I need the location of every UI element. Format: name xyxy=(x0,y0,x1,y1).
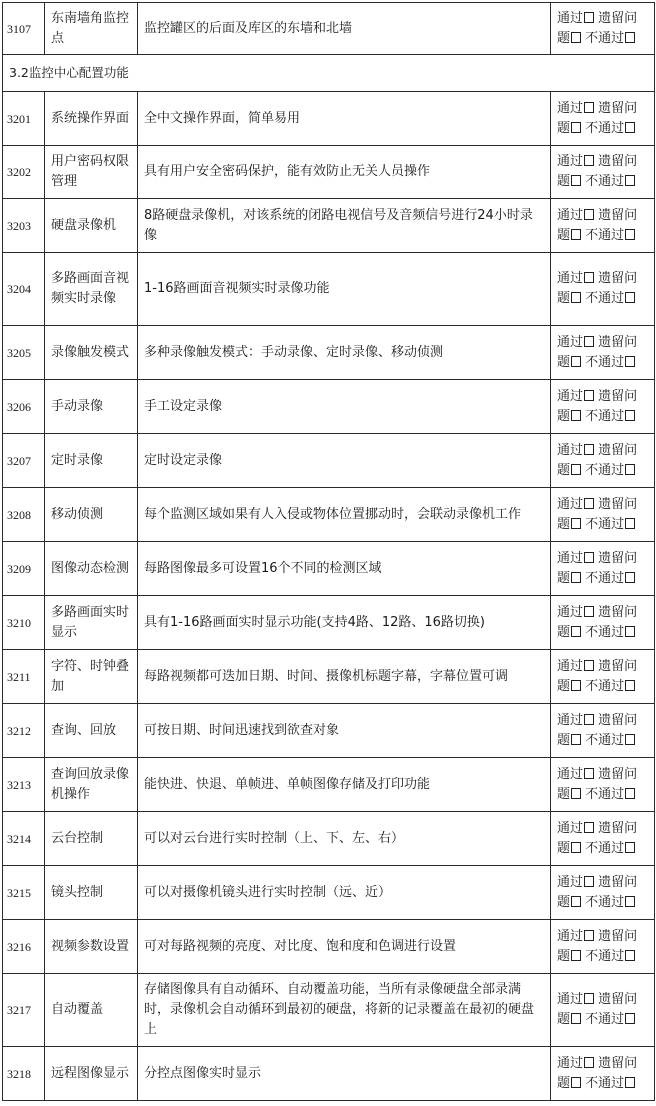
pass-checkbox[interactable] xyxy=(584,444,594,455)
row-name: 手动录像 xyxy=(45,380,138,434)
row-id: 3208 xyxy=(3,488,45,542)
pass-checkbox[interactable] xyxy=(584,155,594,166)
result-fail-label: 不通过 xyxy=(585,354,625,370)
pending-checkbox[interactable] xyxy=(571,734,581,745)
pending-checkbox[interactable] xyxy=(571,464,581,475)
row-description: 存储图像具有自动循环、自动覆盖功能，当所有录像硬盘全部录满时，录像机会自动循环到最初的硬盘，将新的记录覆盖在最初的硬盘上 xyxy=(138,974,551,1047)
row-result xyxy=(551,3,655,55)
row-description: 可以对云台进行实时控制（上、下、左、右） xyxy=(138,812,551,866)
row-id: 3209 xyxy=(3,542,45,596)
spec-table xyxy=(2,2,655,1101)
pass-checkbox[interactable] xyxy=(584,552,594,563)
row-name: 自动覆盖 xyxy=(45,974,138,1047)
result-fail-label: 不通过 xyxy=(585,1075,625,1091)
row-name: 多路画面实时显示 xyxy=(45,596,138,650)
result-pending-label: 遗留问题 xyxy=(557,100,638,136)
pending-checkbox[interactable] xyxy=(571,356,581,367)
result-fail-label: 不通过 xyxy=(585,732,625,748)
result-pending-label: 遗留问题 xyxy=(557,928,638,964)
spec-table-container xyxy=(2,2,655,1101)
row-description: 监控罐区的后面及库区的东墙和北墙 xyxy=(138,3,551,55)
result-fail-label: 不通过 xyxy=(585,948,625,964)
table-row xyxy=(3,380,655,434)
result-pending-label: 遗留问题 xyxy=(557,820,638,856)
row-id: 3207 xyxy=(3,434,45,488)
table-row xyxy=(3,866,655,920)
pass-checkbox[interactable] xyxy=(584,390,594,401)
row-description: 8路硬盘录像机，对该系统的闭路电视信号及音频信号进行24小时录像 xyxy=(138,199,551,253)
row-description: 可以对摄像机镜头进行实时控制（远、近） xyxy=(138,866,551,920)
pending-checkbox[interactable] xyxy=(571,32,581,43)
pending-checkbox[interactable] xyxy=(571,950,581,961)
table-row xyxy=(3,3,655,55)
row-id: 3217 xyxy=(3,974,45,1047)
table-row xyxy=(3,812,655,866)
result-pending-label: 遗留问题 xyxy=(557,207,638,243)
pass-checkbox[interactable] xyxy=(584,498,594,509)
row-description: 具有用户安全密码保护，能有效防止无关人员操作 xyxy=(138,146,551,199)
pending-checkbox[interactable] xyxy=(571,410,581,421)
row-description: 具有1-16路画面实时显示功能(支持4路、12路、16路切换) xyxy=(138,596,551,650)
row-id: 3202 xyxy=(3,146,45,199)
row-name: 定时录像 xyxy=(45,434,138,488)
pending-checkbox[interactable] xyxy=(571,518,581,529)
result-pass-label: 通过 xyxy=(557,992,584,1007)
fail-checkbox[interactable] xyxy=(625,896,635,907)
table-row xyxy=(3,704,655,758)
result-fail-label: 不通过 xyxy=(585,624,625,640)
section-row xyxy=(3,55,655,92)
pending-checkbox[interactable] xyxy=(571,680,581,691)
result-fail-label: 不通过 xyxy=(585,120,625,136)
result-pass-label: 通过 xyxy=(557,207,584,223)
result-pending-label: 遗留问题 xyxy=(557,154,638,189)
row-result xyxy=(551,974,655,1047)
fail-checkbox[interactable] xyxy=(625,1013,635,1024)
result-pass-label: 通过 xyxy=(557,271,584,286)
fail-checkbox[interactable] xyxy=(625,572,635,583)
row-name: 云台控制 xyxy=(45,812,138,866)
fail-checkbox[interactable] xyxy=(625,626,635,637)
row-name: 视频参数设置 xyxy=(45,920,138,974)
fail-checkbox[interactable] xyxy=(625,680,635,691)
table-row xyxy=(3,92,655,146)
row-name: 查询回放录像机操作 xyxy=(45,758,138,812)
row-result xyxy=(551,253,655,326)
fail-checkbox[interactable] xyxy=(625,229,635,240)
result-pass-label: 通过 xyxy=(557,1055,584,1071)
row-description: 分控点图像实时显示 xyxy=(138,1047,551,1101)
row-result xyxy=(551,920,655,974)
row-id: 3205 xyxy=(3,326,45,380)
result-pending-label: 遗留问题 xyxy=(557,766,638,802)
table-row xyxy=(3,1047,655,1101)
row-id: 3212 xyxy=(3,704,45,758)
row-name: 图像动态检测 xyxy=(45,542,138,596)
pending-checkbox[interactable] xyxy=(571,1013,581,1024)
row-result xyxy=(551,199,655,253)
pending-checkbox[interactable] xyxy=(571,626,581,637)
result-pending-label: 遗留问题 xyxy=(557,550,638,586)
result-pass-label: 通过 xyxy=(557,496,584,512)
pending-checkbox[interactable] xyxy=(571,572,581,583)
row-description: 全中文操作界面，简单易用 xyxy=(138,92,551,146)
result-fail-label: 不通过 xyxy=(585,516,625,532)
result-fail-label: 不通过 xyxy=(585,894,625,910)
row-result xyxy=(551,488,655,542)
table-row xyxy=(3,253,655,326)
table-row xyxy=(3,542,655,596)
result-pending-label: 遗留问题 xyxy=(557,442,638,478)
row-name: 录像触发模式 xyxy=(45,326,138,380)
row-description: 可按日期、时间迅速找到欲查对象 xyxy=(138,704,551,758)
result-pending-label: 遗留问题 xyxy=(557,712,638,748)
result-pass-label: 通过 xyxy=(557,820,584,836)
result-pass-label: 通过 xyxy=(557,766,584,782)
result-fail-label: 不通过 xyxy=(585,840,625,856)
row-id: 3201 xyxy=(3,92,45,146)
row-name: 远程图像显示 xyxy=(45,1047,138,1101)
row-result xyxy=(551,650,655,704)
fail-checkbox[interactable] xyxy=(625,410,635,421)
result-pass-label: 通过 xyxy=(557,550,584,566)
table-row xyxy=(3,974,655,1047)
result-pending-label: 遗留问题 xyxy=(557,992,638,1027)
row-result xyxy=(551,812,655,866)
result-pending-label: 遗留问题 xyxy=(557,271,638,306)
pass-checkbox[interactable] xyxy=(584,12,594,23)
table-row xyxy=(3,488,655,542)
pending-checkbox[interactable] xyxy=(571,788,581,799)
row-name: 东南墙角监控点 xyxy=(45,3,138,55)
table-row xyxy=(3,434,655,488)
row-result xyxy=(551,542,655,596)
fail-checkbox[interactable] xyxy=(625,1077,635,1088)
row-name: 移动侦测 xyxy=(45,488,138,542)
row-name: 硬盘录像机 xyxy=(45,199,138,253)
table-row xyxy=(3,199,655,253)
row-id: 3218 xyxy=(3,1047,45,1101)
result-pass-label: 通过 xyxy=(557,442,584,458)
result-pass-label: 通过 xyxy=(557,334,584,350)
result-fail-label: 不通过 xyxy=(585,291,625,306)
result-pass-label: 通过 xyxy=(557,100,584,116)
row-id: 3211 xyxy=(3,650,45,704)
row-description: 多种录像触发模式：手动录像、定时录像、移动侦测 xyxy=(138,326,551,380)
row-id: 3204 xyxy=(3,253,45,326)
row-description: 每路视频都可迭加日期、时间、摄像机标题字幕，字幕位置可调 xyxy=(138,650,551,704)
result-pending-label: 遗留问题 xyxy=(557,496,638,532)
row-id: 3214 xyxy=(3,812,45,866)
result-pending-label: 遗留问题 xyxy=(557,604,638,640)
result-pending-label: 遗留问题 xyxy=(557,388,638,424)
result-fail-label: 不通过 xyxy=(585,174,625,189)
row-id: 3213 xyxy=(3,758,45,812)
result-pass-label: 通过 xyxy=(557,712,584,728)
fail-checkbox[interactable] xyxy=(625,788,635,799)
pass-checkbox[interactable] xyxy=(584,606,594,617)
row-id: 3216 xyxy=(3,920,45,974)
row-description: 能快进、快退、单帧进、单帧图像存储及打印功能 xyxy=(138,758,551,812)
result-pending-label: 遗留问题 xyxy=(557,334,638,370)
result-pass-label: 通过 xyxy=(557,928,584,944)
row-result xyxy=(551,146,655,199)
section-title: 3.2监控中心配置功能 xyxy=(3,55,655,92)
row-description: 每个监测区域如果有人入侵或物体位置挪动时，会联动录像机工作 xyxy=(138,488,551,542)
result-pass-label: 通过 xyxy=(557,874,584,890)
pending-checkbox[interactable] xyxy=(571,122,581,133)
result-pending-label: 遗留问题 xyxy=(557,1055,638,1091)
row-result xyxy=(551,758,655,812)
table-row xyxy=(3,920,655,974)
row-result xyxy=(551,92,655,146)
pass-checkbox[interactable] xyxy=(584,209,594,220)
row-result xyxy=(551,1047,655,1101)
result-pass-label: 通过 xyxy=(557,154,584,169)
row-id: 3215 xyxy=(3,866,45,920)
table-row xyxy=(3,650,655,704)
row-description: 手工设定录像 xyxy=(138,380,551,434)
pending-checkbox[interactable] xyxy=(571,175,581,186)
result-fail-label: 不通过 xyxy=(585,227,625,243)
result-pass-label: 通过 xyxy=(557,658,584,674)
pending-checkbox[interactable] xyxy=(571,896,581,907)
fail-checkbox[interactable] xyxy=(625,32,635,43)
row-result xyxy=(551,596,655,650)
fail-checkbox[interactable] xyxy=(625,842,635,853)
result-fail-label: 不通过 xyxy=(585,786,625,802)
pass-checkbox[interactable] xyxy=(584,660,594,671)
pass-checkbox[interactable] xyxy=(584,993,594,1004)
row-name: 字符、时钟叠加 xyxy=(45,650,138,704)
fail-checkbox[interactable] xyxy=(625,518,635,529)
fail-checkbox[interactable] xyxy=(625,950,635,961)
row-description: 定时设定录像 xyxy=(138,434,551,488)
table-row xyxy=(3,596,655,650)
row-id: 3210 xyxy=(3,596,45,650)
row-description: 可对每路视频的亮度、对比度、饱和度和色调进行设置 xyxy=(138,920,551,974)
pending-checkbox[interactable] xyxy=(571,842,581,853)
row-id: 3107 xyxy=(3,3,45,55)
row-id: 3203 xyxy=(3,199,45,253)
result-fail-label: 不通过 xyxy=(585,1012,625,1027)
row-name: 镜头控制 xyxy=(45,866,138,920)
result-pass-label: 通过 xyxy=(557,388,584,404)
pass-checkbox[interactable] xyxy=(584,876,594,887)
pass-checkbox[interactable] xyxy=(584,336,594,347)
result-fail-label: 不通过 xyxy=(585,462,625,478)
row-name: 系统操作界面 xyxy=(45,92,138,146)
row-id: 3206 xyxy=(3,380,45,434)
pass-checkbox[interactable] xyxy=(584,272,594,283)
pass-checkbox[interactable] xyxy=(584,714,594,725)
table-row xyxy=(3,326,655,380)
result-pending-label: 遗留问题 xyxy=(557,874,638,910)
fail-checkbox[interactable] xyxy=(625,175,635,186)
pass-checkbox[interactable] xyxy=(584,102,594,113)
fail-checkbox[interactable] xyxy=(625,734,635,745)
pending-checkbox[interactable] xyxy=(571,292,581,303)
row-result xyxy=(551,866,655,920)
pass-checkbox[interactable] xyxy=(584,1057,594,1068)
row-name: 多路画面音视频实时录像 xyxy=(45,253,138,326)
result-fail-label: 不通过 xyxy=(585,408,625,424)
fail-checkbox[interactable] xyxy=(625,292,635,303)
result-fail-label: 不通过 xyxy=(585,678,625,694)
row-description: 1-16路画面音视频实时录像功能 xyxy=(138,253,551,326)
fail-checkbox[interactable] xyxy=(625,356,635,367)
row-result xyxy=(551,380,655,434)
pass-checkbox[interactable] xyxy=(584,768,594,779)
row-description: 每路图像最多可设置16个不同的检测区域 xyxy=(138,542,551,596)
result-pending-label: 遗留问题 xyxy=(557,658,638,694)
fail-checkbox[interactable] xyxy=(625,464,635,475)
result-pending-label: 遗留问题 xyxy=(557,10,638,46)
row-result xyxy=(551,326,655,380)
table-row xyxy=(3,146,655,199)
result-pass-label: 通过 xyxy=(557,604,584,620)
row-result xyxy=(551,434,655,488)
row-result xyxy=(551,704,655,758)
pending-checkbox[interactable] xyxy=(571,229,581,240)
pass-checkbox[interactable] xyxy=(584,930,594,941)
pending-checkbox[interactable] xyxy=(571,1077,581,1088)
pass-checkbox[interactable] xyxy=(584,822,594,833)
table-row xyxy=(3,758,655,812)
row-name: 查询、回放 xyxy=(45,704,138,758)
result-pass-label: 通过 xyxy=(557,10,584,26)
result-fail-label: 不通过 xyxy=(585,30,625,46)
spec-table-body xyxy=(3,3,655,1101)
row-name: 用户密码权限管理 xyxy=(45,146,138,199)
result-fail-label: 不通过 xyxy=(585,570,625,586)
fail-checkbox[interactable] xyxy=(625,122,635,133)
